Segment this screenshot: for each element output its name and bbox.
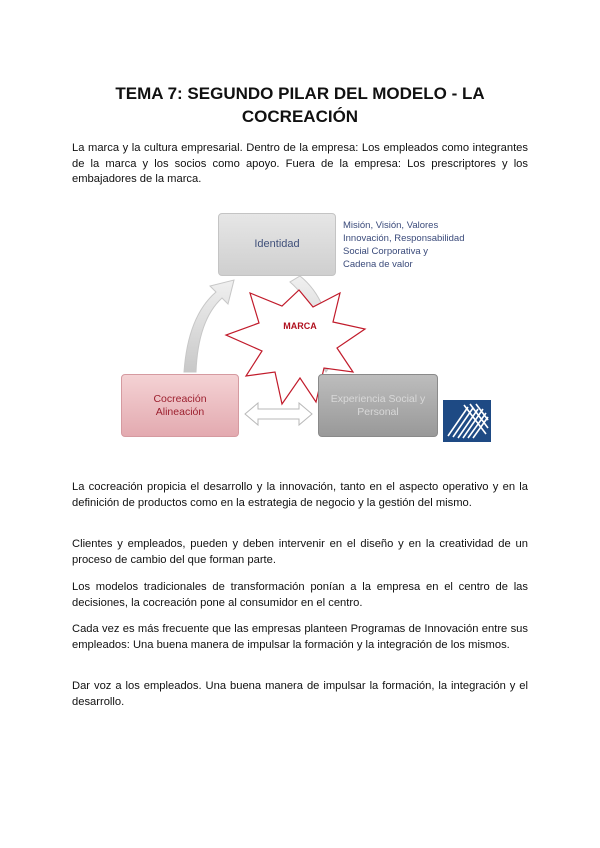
identidad-notes [343, 219, 464, 271]
experiencia-label-2: Personal [357, 405, 399, 418]
cocreacion-label: Cocreación [153, 392, 207, 405]
paragraph-1: La cocreación propicia el desarrollo y la innovación, tanto en el aspecto operativo y en la definición de productos como en la estrategia de negocio y la gestión del mismo. [72, 481, 528, 509]
marca-label: MARCA [283, 321, 317, 331]
paragraph-3: Los modelos tradicionales de transformación ponían a la empresa en el centro de las decisiones, la cocreación pone al consumidor en el centro. [72, 581, 528, 609]
experiencia-label-1: Experiencia Social y [330, 392, 426, 405]
cocreacion-box [121, 374, 239, 437]
identidad-note-4: Cadena de valor [343, 259, 413, 270]
title-line-2: COCREACIÓN [241, 107, 359, 126]
paragraph-4: Cada vez es más frecuente que las empresas planteen Programas de Innovación entre sus empleados: Una buena manera de impulsar la formación y la integración de los mismos. [72, 623, 528, 651]
identidad-note-2: Innovación, Responsabilidad [343, 233, 465, 244]
identidad-note-3: Social Corporativa y [343, 246, 429, 257]
title-line-1: TEMA 7: SEGUNDO PILAR DEL MODELO - LA [115, 84, 485, 103]
paragraph-5: Dar voz a los empleados. Una buena manera de impulsar la formación, la integración y el desarrollo. [72, 680, 528, 708]
identidad-note-1: Misión, Visión, Valores [343, 220, 439, 231]
company-logo-icon [443, 400, 491, 442]
paragraph-2: Clientes y empleados, pueden y deben intervenir en el diseño y en la creatividad de un proceso de cambio del que forman parte. [72, 538, 528, 566]
identidad-label: Identidad [254, 238, 300, 250]
intro-paragraph: La marca y la cultura empresarial. Dentro de la empresa: Los empleados como integrantes de la marca y los socios como apoyo. Fuera de la empresa: Los prescriptores y los embajadores de la marca. [72, 142, 528, 186]
experiencia-box [318, 374, 438, 437]
double-arrow [245, 403, 312, 425]
identidad-box [218, 213, 336, 276]
alineacion-label: Alineación [155, 405, 205, 418]
arrow-left-curve [184, 280, 234, 372]
